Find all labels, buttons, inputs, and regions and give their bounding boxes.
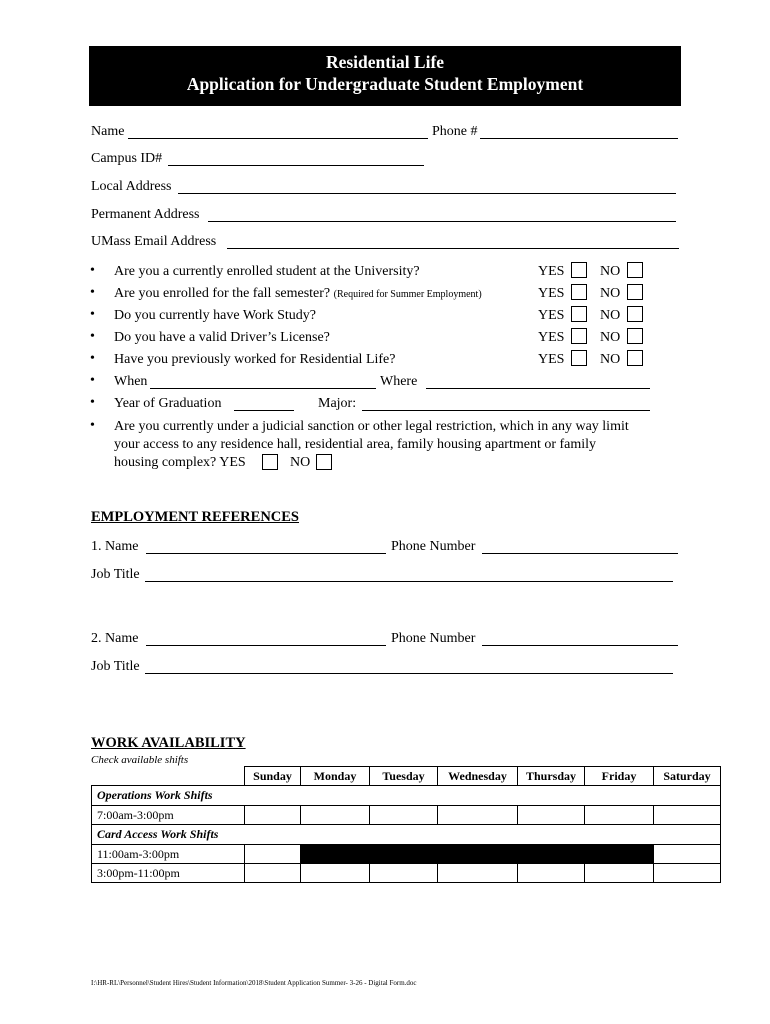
- day-header: Saturday: [654, 767, 721, 786]
- phone-field[interactable]: [480, 124, 678, 139]
- ref2-name-field[interactable]: [146, 631, 386, 646]
- form-title-line1: Residential Life: [325, 52, 445, 72]
- question-3-no-checkbox[interactable]: [627, 306, 643, 322]
- ref1-job-field[interactable]: [145, 567, 673, 582]
- day-header: Wednesday: [438, 767, 518, 786]
- card-shift1-tuesday-blocked: [370, 845, 438, 864]
- ref2-phone-field[interactable]: [482, 631, 678, 646]
- table-row: [92, 845, 721, 864]
- where-label: Where: [380, 374, 418, 389]
- sanction-no-label: NO: [290, 455, 311, 470]
- card-shift1-monday-blocked: [301, 845, 370, 864]
- question-5-yes-checkbox[interactable]: [571, 350, 587, 366]
- card-shift2-monday-cell[interactable]: [301, 864, 370, 883]
- availability-table: [91, 766, 721, 883]
- name-field[interactable]: [128, 124, 428, 139]
- question-2-note: (Required for Summer Employment): [333, 289, 482, 300]
- question-4-yes-checkbox[interactable]: [571, 328, 587, 344]
- permanent-address-label: Permanent Address: [91, 207, 200, 222]
- form-header: [89, 46, 681, 106]
- ref1-job-label: Job Title: [91, 567, 140, 582]
- ref2-job-label: Job Title: [91, 659, 140, 674]
- ops-shifts-heading: Operations Work Shifts: [92, 786, 721, 806]
- no-label: NO: [600, 264, 621, 279]
- table-row: [92, 767, 721, 786]
- sanction-line3: housing complex? YES: [114, 455, 246, 470]
- no-label: NO: [600, 352, 621, 367]
- ops-shift-label: 7:00am-3:00pm: [92, 806, 245, 825]
- card-shift1-sunday-cell[interactable]: [245, 845, 301, 864]
- yes-label: YES: [538, 264, 565, 279]
- major-label: Major:: [318, 396, 357, 411]
- references-title: EMPLOYMENT REFERENCES: [91, 509, 299, 525]
- ops-shift-wednesday-cell[interactable]: [438, 806, 518, 825]
- question-1-no-checkbox[interactable]: [627, 262, 643, 278]
- ops-shift-thursday-cell[interactable]: [518, 806, 585, 825]
- question-4: Do you have a valid Driver’s License?: [114, 330, 330, 345]
- card-shift2-saturday-cell[interactable]: [654, 864, 721, 883]
- campus-id-field[interactable]: [168, 151, 424, 166]
- local-address-label: Local Address: [91, 179, 172, 194]
- card-shift2-tuesday-cell[interactable]: [370, 864, 438, 883]
- day-header: Friday: [585, 767, 654, 786]
- ref2-name-label: 2. Name: [91, 631, 139, 646]
- question-2: [114, 286, 482, 303]
- yes-label: YES: [538, 330, 565, 345]
- local-address-field[interactable]: [178, 179, 676, 194]
- bullet-icon: •: [90, 307, 95, 322]
- table-corner: [92, 767, 245, 786]
- ref1-name-field[interactable]: [146, 539, 386, 554]
- ref2-phone-label: Phone Number: [391, 631, 476, 646]
- card-shift2-thursday-cell[interactable]: [518, 864, 585, 883]
- when-field[interactable]: [150, 374, 376, 389]
- bullet-icon: •: [90, 373, 95, 388]
- ops-shift-saturday-cell[interactable]: [654, 806, 721, 825]
- no-label: NO: [600, 308, 621, 323]
- question-5-no-checkbox[interactable]: [627, 350, 643, 366]
- card-shifts-heading: Card Access Work Shifts: [92, 825, 721, 845]
- question-3: Do you currently have Work Study?: [114, 308, 316, 323]
- question-5: Have you previously worked for Residential Life?: [114, 352, 396, 367]
- bullet-icon: •: [90, 329, 95, 344]
- availability-title: WORK AVAILABILITY: [91, 735, 246, 751]
- campus-id-label: Campus ID#: [91, 151, 163, 166]
- when-label: When: [114, 374, 148, 389]
- permanent-address-field[interactable]: [208, 207, 676, 222]
- form-title-line2: Application for Undergraduate Student Employment: [186, 74, 584, 94]
- card-shift1-thursday-blocked: [518, 845, 585, 864]
- table-row: [92, 864, 721, 883]
- bullet-icon: •: [90, 285, 95, 300]
- table-row: [92, 806, 721, 825]
- ops-shift-friday-cell[interactable]: [585, 806, 654, 825]
- card-shift2-sunday-cell[interactable]: [245, 864, 301, 883]
- grad-year-field[interactable]: [234, 396, 294, 411]
- day-header: Sunday: [245, 767, 301, 786]
- ops-shift-tuesday-cell[interactable]: [370, 806, 438, 825]
- question-1: Are you a currently enrolled student at the University?: [114, 264, 420, 279]
- question-1-yes-checkbox[interactable]: [571, 262, 587, 278]
- day-header: Monday: [301, 767, 370, 786]
- yes-label: YES: [538, 286, 565, 301]
- card-shift1-friday-blocked: [585, 845, 654, 864]
- bullet-icon: •: [90, 418, 95, 433]
- ops-shift-monday-cell[interactable]: [301, 806, 370, 825]
- question-2-text: Are you enrolled for the fall semester?: [114, 286, 331, 301]
- ref2-job-field[interactable]: [145, 659, 673, 674]
- umass-email-field[interactable]: [227, 234, 679, 249]
- question-2-no-checkbox[interactable]: [627, 284, 643, 300]
- card-shift1-wednesday-blocked: [438, 845, 518, 864]
- no-label: NO: [600, 286, 621, 301]
- day-header: Thursday: [518, 767, 585, 786]
- table-row: [92, 825, 721, 845]
- question-2-yes-checkbox[interactable]: [571, 284, 587, 300]
- no-label: NO: [600, 330, 621, 345]
- bullet-icon: •: [90, 395, 95, 410]
- sanction-line1: Are you currently under a judicial sanction or other legal restriction, which in any way limit: [114, 419, 629, 434]
- card-shift2-label: 3:00pm-11:00pm: [92, 864, 245, 883]
- availability-subtitle: Check available shifts: [91, 754, 189, 766]
- bullet-icon: •: [90, 351, 95, 366]
- question-3-yes-checkbox[interactable]: [571, 306, 587, 322]
- grad-year-label: Year of Graduation: [114, 396, 222, 411]
- ref1-phone-label: Phone Number: [391, 539, 476, 554]
- ref1-phone-field[interactable]: [482, 539, 678, 554]
- yes-label: YES: [538, 308, 565, 323]
- ref1-name-label: 1. Name: [91, 539, 139, 554]
- phone-label: Phone #: [432, 124, 478, 139]
- sanction-yes-checkbox[interactable]: [262, 454, 278, 470]
- card-shift1-saturday-cell[interactable]: [654, 845, 721, 864]
- major-field[interactable]: [362, 396, 650, 411]
- card-shift2-wednesday-cell[interactable]: [438, 864, 518, 883]
- table-row: [92, 786, 721, 806]
- ops-shift-sunday-cell[interactable]: [245, 806, 301, 825]
- umass-email-label: UMass Email Address: [91, 234, 217, 249]
- sanction-line2: your access to any residence hall, residential area, family housing apartment or family: [114, 437, 597, 452]
- where-field[interactable]: [426, 374, 650, 389]
- footer-file-path: I:\HR-RL\Personnel\Student Hires\Student Information\2018\Student Application Summer- 3-26 - Digital Form.doc: [91, 979, 417, 987]
- day-header: Tuesday: [370, 767, 438, 786]
- question-4-no-checkbox[interactable]: [627, 328, 643, 344]
- card-shift1-label: 11:00am-3:00pm: [92, 845, 245, 864]
- yes-label: YES: [538, 352, 565, 367]
- name-label: Name: [91, 124, 125, 139]
- sanction-no-checkbox[interactable]: [316, 454, 332, 470]
- bullet-icon: •: [90, 263, 95, 278]
- card-shift2-friday-cell[interactable]: [585, 864, 654, 883]
